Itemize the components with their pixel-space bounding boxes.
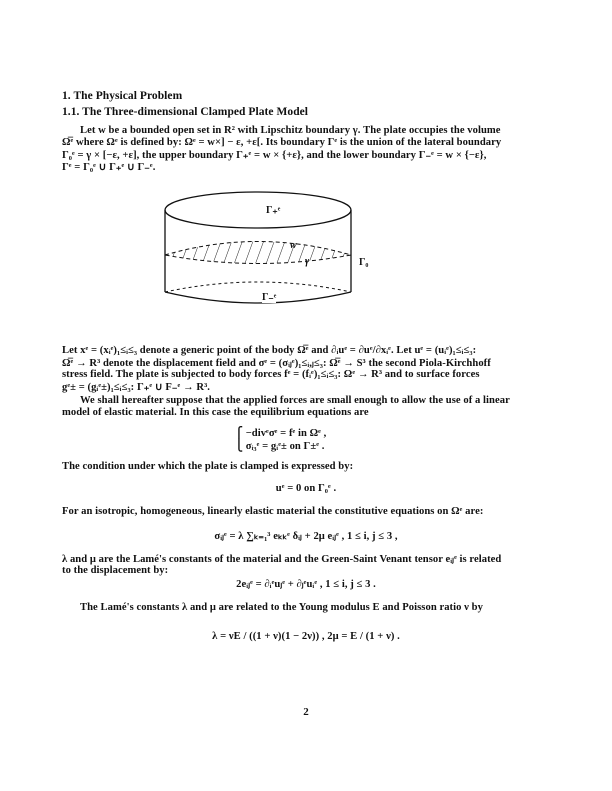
w-label: w	[290, 240, 297, 251]
para1-line: Ω̅ᵉ where Ωᵉ is defined by: Ωᵉ = w×] − ε, +ε[. Its boundary Γᵉ is the union of the lateral boundary	[62, 137, 502, 148]
plate-figure	[0, 0, 612, 340]
equilibrium-eq-line: ⎧ −divᵉσᵉ = fᵉ in Ωᵉ ,	[235, 428, 327, 439]
lower-boundary-label: Γ₋ᵉ	[262, 292, 277, 303]
lame-text-line: to the displacement by:	[62, 565, 169, 576]
para3-line: We shall hereafter suppose that the applied forces are small enough to allow the use of a linear	[80, 395, 510, 406]
equilibrium-eq-line: ⎩ σᵢ₃ᵉ = gᵢᵉ± on Γ±ᵉ .	[235, 441, 325, 452]
young-text: The Lamé's constants λ and μ are related to the Young modulus E and Poisson ratio ν by	[80, 602, 483, 613]
lower-boundary-dashed	[165, 282, 351, 292]
lame-equation: λ = νE / ((1 + ν)(1 − 2ν)) , 2μ = E / (1 + ν) .	[212, 631, 400, 642]
subsection-title: 1.1. The Three-dimensional Clamped Plate Model	[62, 106, 309, 118]
midplane-hatch	[165, 242, 351, 264]
upper-boundary-label: Γ₊ᵉ	[266, 205, 281, 216]
constitutive-equation: σᵢⱼᵉ = λ ∑ₖ₌₁³ eₖₖᵉ δᵢⱼ + 2μ eᵢⱼᵉ , 1 ≤ i, j ≤ 3 ,	[214, 531, 398, 542]
para1-line: Γ₀ᵉ = γ × [−ε, +ε], the upper boundary Γ₊ᵉ = w × {+ε}, and the lower boundary Γ₋ᵉ = w × {−ε},	[62, 150, 487, 161]
section-title: 1. The Physical Problem	[62, 90, 183, 102]
para2-line: Ω̅ᵉ → R³ denote the displacement field and σᵉ = (σᵢⱼᵉ)₁≤ᵢ,ⱼ≤₃: Ω̅ᵉ → S³ the second Piola-Kirchhoff	[62, 358, 491, 369]
lateral-boundary-label: Γ₀	[359, 257, 369, 268]
para1-line: Γᵉ = Γ₀ᵉ ∪ Γ₊ᵉ ∪ Γ₋ᵉ.	[62, 162, 156, 173]
gamma-label: γ	[305, 256, 310, 267]
upper-boundary-ellipse	[165, 192, 351, 228]
para2-line: Let xᵉ = (xᵢᵉ)₁≤ᵢ≤₃ denote a generic point of the body Ω̅ᵉ and ∂ᵢuᵉ = ∂uᵉ/∂xᵢᵉ. Let uᵉ = (uᵢᵉ)₁≤ᵢ≤₃:	[62, 345, 477, 356]
page-number: 2	[303, 706, 309, 718]
para2-line: stress field. The plate is subjected to body forces fᵉ = (fᵢᵉ)₁≤ᵢ≤₃: Ωᵉ → R³ and to surface forces	[62, 369, 480, 380]
para1-line: Let w be a bounded open set in R² with Lipschitz boundary γ. The plate occupies the volume	[80, 125, 501, 136]
para2-line: gᵉ± = (gᵢᵉ±)₁≤ᵢ≤₃: Γ₊ᵉ ∪ F₋ᵉ → R³.	[62, 382, 210, 393]
strain-equation: 2eᵢⱼᵉ = ∂ᵢᵉuⱼᵉ + ∂ⱼᵉuᵢᵉ , 1 ≤ i, j ≤ 3 .	[236, 579, 376, 590]
lame-text-line: λ and μ are the Lamé's constants of the material and the Green-Saint Venant tensor eᵢⱼᵉ is related	[62, 554, 502, 565]
constitutive-text: For an isotropic, homogeneous, linearly elastic material the constitutive equations on Ωᵉ are:	[62, 506, 484, 517]
clamped-equation: uᵉ = 0 on Γ₀ᵉ .	[275, 483, 337, 494]
clamped-text: The condition under which the plate is clamped is expressed by:	[62, 461, 354, 472]
para3-line: model of elastic material. In this case the equilibrium equations are	[62, 407, 369, 418]
